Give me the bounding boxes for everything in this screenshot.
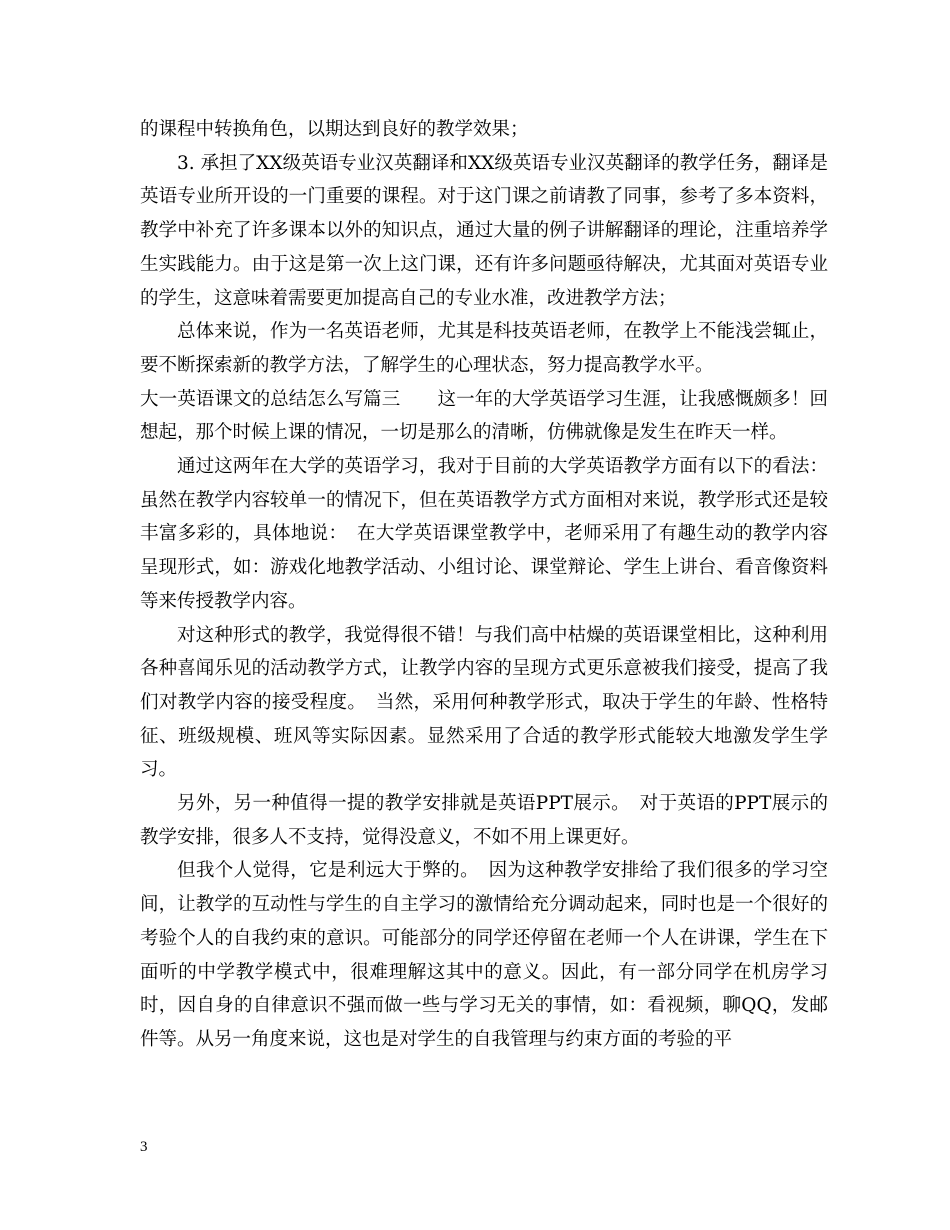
paragraph-8: 但我个人觉得，它是利远大于弊的。 因为这种教学安排给了我们很多的学习空间，让教学的互动性与学生的自主学习的激情给充分调动起来，同时也是一个很好的考验个人的自我约束的意识。可能部分的同学还停留在老师一个人在讲课，学生在下面听的中学教学模式中，很难理解这其中的意义。因此，有一部分同学在机房学习时，因自身的自律意识不强而做一些与学习无关的事情，如：看视频，聊QQ，发邮件等。从另一角度来说，这也是对学生的自我管理与约束方面的考验的平 <box>140 860 828 1050</box>
document-body <box>140 113 828 1057</box>
paragraph-6: 对这种形式的教学，我觉得很不错！与我们高中枯燥的英语课堂相比，这种利用各种喜闻乐见的活动教学方式，让教学内容的呈现方式更乐意被我们接受，提高了我们对教学内容的接受程度。 当然，采用何种教学形式，取决于学生的年龄、性格特征、班级规模、班风等实际因素。显然采用了合适的教学形式能较大地激发学生学习。 <box>140 624 828 781</box>
paragraph-7: 另外，另一种值得一提的教学安排就是英语PPT展示。 对于英语的PPT展示的教学安排，很多人不支持，觉得没意义，不如不用上课更好。 <box>140 793 828 848</box>
paragraph-2: 3. 承担了XX级英语专业汉英翻译和XX级英语专业汉英翻译的教学任务，翻译是英语专业所开设的一门重要的课程。对于这门课之前请教了同事，参考了多本资料，教学中补充了许多课本以外的知识点，通过大量的例子讲解翻译的理论，注重培养学生实践能力。由于这是第一次上这门课，还有许多问题亟待解决，尤其面对英语专业的学生，这意味着需要更加提高自己的专业水准，改进教学方法； <box>140 152 828 309</box>
page-number: 3 <box>140 1139 148 1155</box>
paragraph-5: 通过这两年在大学的英语学习，我对于目前的大学英语教学方面有以下的看法：虽然在教学内容较单一的情况下，但在英语教学方式方面相对来说，教学形式还是较丰富多彩的，具体地说： 在大学英语课堂教学中，老师采用了有趣生动的教学内容呈现形式，如：游戏化地教学活动、小组讨论、课堂辩论、学生上讲台、看音像资料等来传授教学内容。 <box>140 456 828 612</box>
paragraph-1: 的课程中转换角色，以期达到良好的教学效果； <box>140 119 529 140</box>
paragraph-3: 总体来说，作为一名英语老师，尤其是科技英语老师，在教学上不能浅尝辄止，要不断探索新的教学方法，了解学生的心理状态，努力提高教学水平。 <box>140 321 828 376</box>
section-heading-paragraph: 大一英语课文的总结怎么写篇三 这一年的大学英语学习生涯，让我感慨颇多！回想起，那个时候上课的情况，一切是那么的清晰，仿佛就像是发生在昨天一样。 <box>140 388 828 444</box>
